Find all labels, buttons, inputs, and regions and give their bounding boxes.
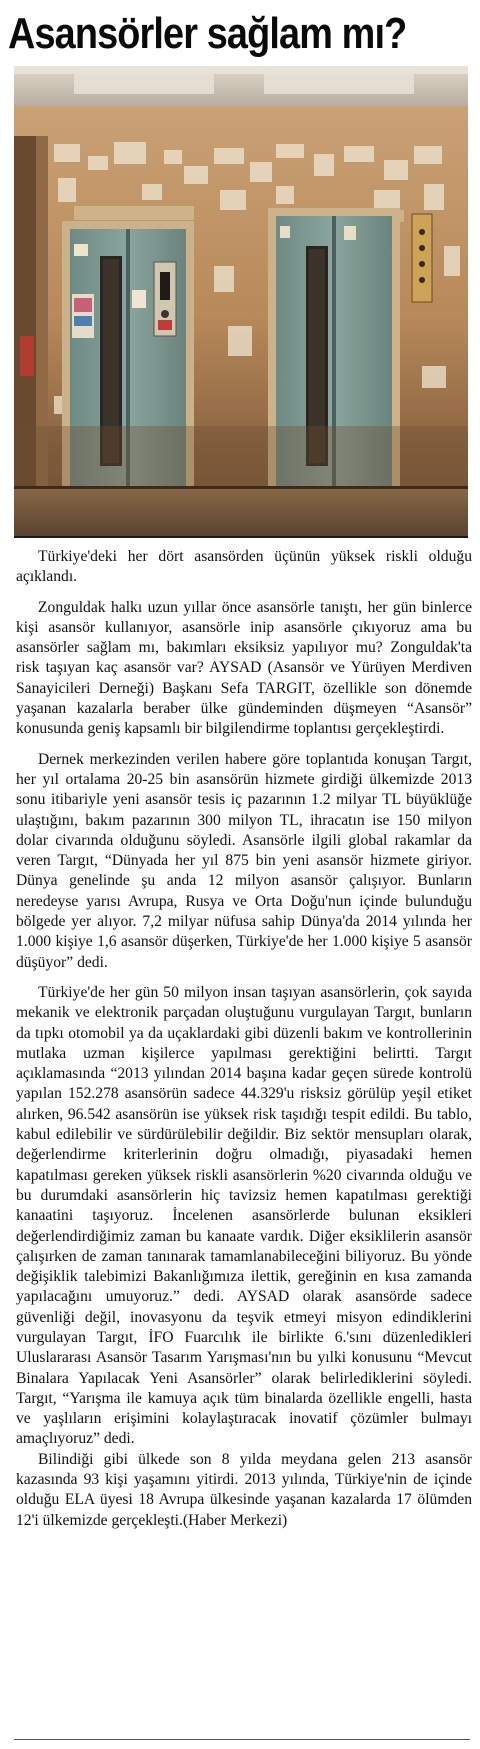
article-lead: Türkiye'deki her dört asansörden üçünün yüksek riskli olduğu açıklandı. <box>16 548 472 586</box>
article-paragraph: Bilindiği gibi ülkede son 8 yılda meydana gelen 213 asansör kazasında 93 kişi yaşamını yitirdi. 2013 yılında, Türkiye'nin de içinde olduğu ELA üyesi 18 Avrupa ülkesinde yaşanan kazalarda 17 ölümden 12'i ülkemizde gerçekleşti.(Haber Merkezi) <box>16 1450 472 1529</box>
article-paragraph: Zonguldak halkı uzun yıllar önce asansörle tanıştı, her gün binlerce kişi asansör kullanıyor, asansörle inip asansörle çıkıyoruz ama bu asansörler sağlam mı, bakımları eksiksiz yapılıyor mu? Zonguldak'ta risk taşıyan kaç asansör var? AYSAD (Asansör ve Yürüyen Merdiven Sanayicileri Derneği) Başkanı Sefa TARGIT, özellikle son dönemde yaşanan kazalarla beraber ülke gündeminden düşmeyen “Asansör” konusunda geniş kapsamlı bir bilgilendirme toplantısı gerçekleştirdi. <box>16 598 472 738</box>
elevator-doors-photo <box>14 66 468 538</box>
article-paragraph: Dernek merkezinden verilen habere göre toplantıda konuşan Targıt, her yıl ortalama 20-25 bin asansörün hizmete girdiği ülkemizde 2013 sonu itibariyle yeni asansör tesis iç pazarının 1.2 milyar TL büyüklüğe ulaştığını, bakım pazarının 300 milyon TL, ihracatın ise 150 milyon dolar civarında olduğunu söyledi. Asansörle ilgili global rakamlar da veren Targıt, “Dünyada her yıl 875 bin yeni asansör hizmete giriyor. Dünya genelinde şu anda 12 milyon asansör çalışıyor. Bunların neredeyse yarısı Avrupa, Rusya ve Orta Doğu'nun içinde bulunduğu bölgede yer alıyor. 7,2 milyar nüfusa sahip Dünya'da 2014 yılında her 1.000 kişiye 1,6 asansör düşerken, Türkiye'de her 1.000 kişiye 5 asansör düşüyor” dedi. <box>16 750 472 971</box>
headline: Asansörler sağlam mı? <box>8 9 407 58</box>
bottom-rule <box>14 1739 470 1740</box>
article-body <box>16 547 472 1531</box>
article-paragraph: Türkiye'de her gün 50 milyon insan taşıyan asansörlerin, çok sayıda mekanik ve elektronik parçadan oluştuğunu vurgulayan Targıt, bunların da tıpkı otomobil ya da uçaklardaki gibi düzenli bakım ve kontrollerinin mutlaka uzman kişilerce yapılması gerektiğini belirtti. Targıt açıklamasında “2013 yılından 2014 başına kadar geçen sürede kontrolü yapılan 152.278 asansörün sadece 44.329'u risksiz görülüp yeşil etiket alırken, 96.542 asansörün ise yüksek risk taşıdığı tespit edildi. Bu tablo, kabul edilebilir ve sürdürülebilir değildir. Biz sektör mensupları olarak, değerlendirme kriterlerinin doğru olmadığı, piyasadaki hemen kapatılması gereken yüksek riskli asansörlerin %20 civarında olduğu ve bu durumdaki asansörlerin hiç tavizsiz hemen kapatılması gerektiği kanaatini taşıyoruz. İncelenen asansörlerde bulunan eksikleri değerlendirdiğimiz zaman bu kanaate vardık. Diğer eksiklilerin asansör çalışırken de zaman tanınarak tamamlanabileceğini biliyoruz. Bu yönde değişiklik talebimizi Bakanlığımıza ilettik, gereğinin en kısa zamanda yapılacağını umuyoruz.” dedi. AYSAD olarak asansörde sadece güvenliği değil, inovasyonu da teşvik etmeyi misyon edindiklerini vurgulayan Targıt, İFO Fuarcılık ile birlikte 6.'sını düzenledikleri Uluslararası Asansör Tasarım Yarışması'nın bu yılki konusunu “Mevcut Binalara Yapılacak Yeni Asansörler” olarak belirlediklerini söyledi. Targıt, “Yarışma ile kamuya açık tüm binalarda özellikle engelli, hasta ve yaşlıların erişimini kolaylaştıracak inovatif çözümler bulmayı amaçlıyoruz” dedi. <box>16 983 472 1448</box>
